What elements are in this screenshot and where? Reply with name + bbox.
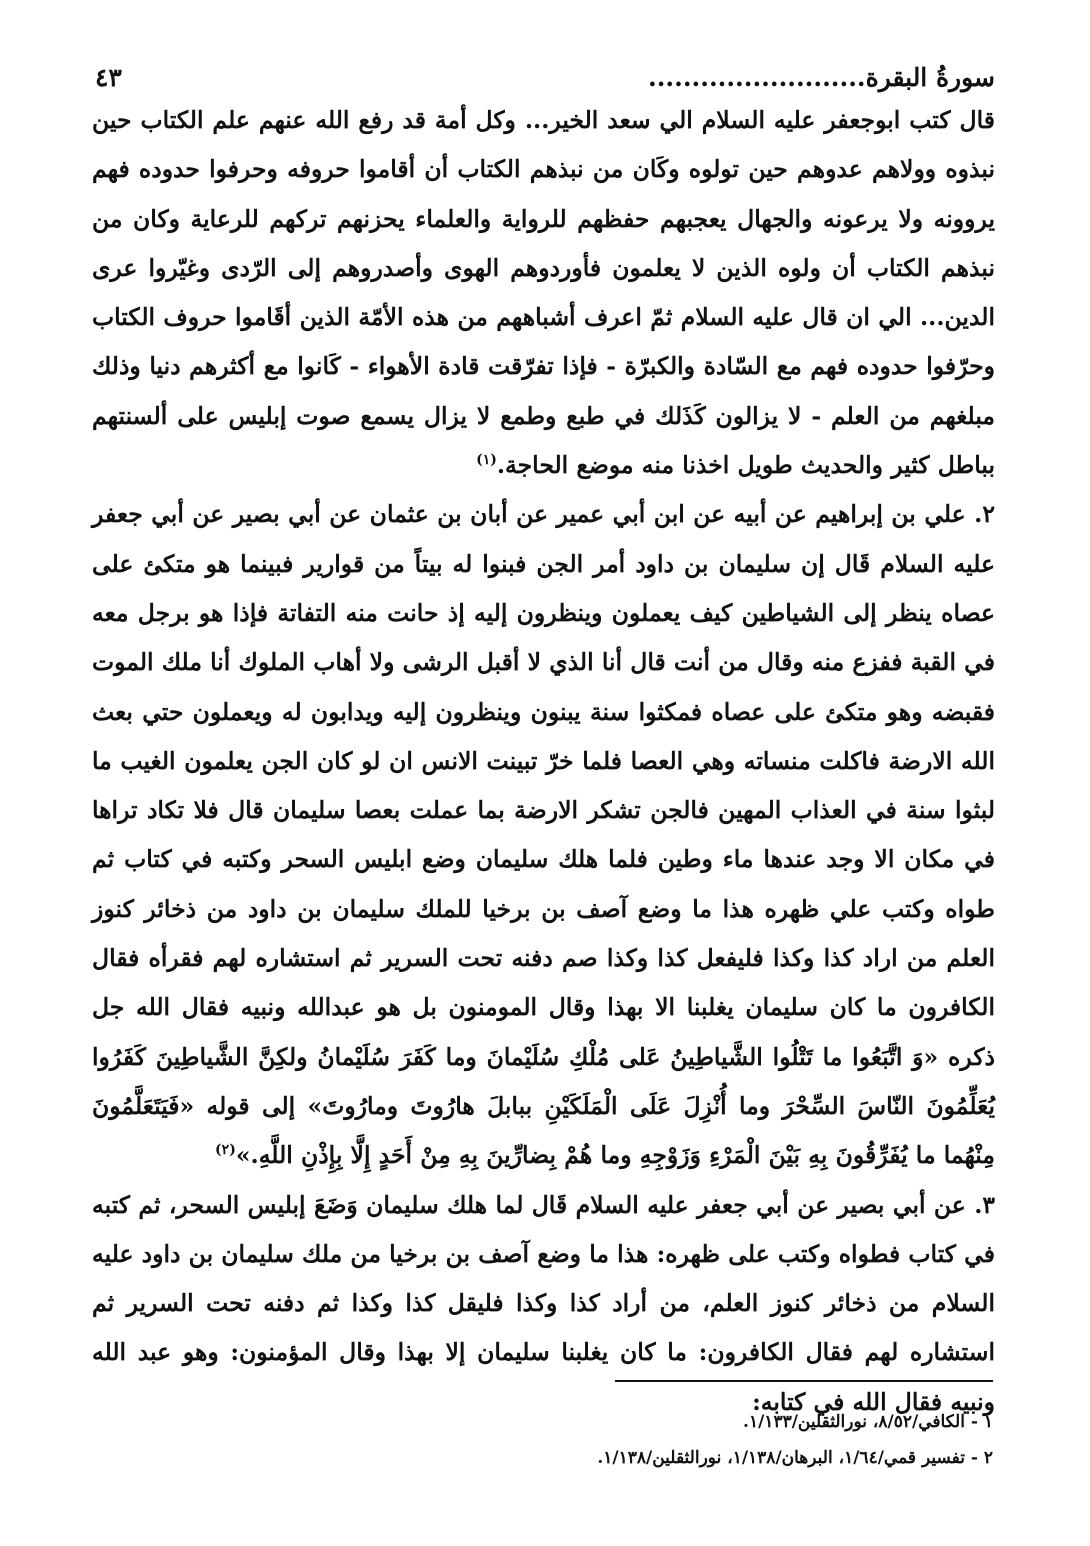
footnote-ref-1: (١) [476,452,497,469]
surah-title: سورةُ البقرة......................... [648,63,995,92]
page-header [95,56,995,92]
paragraph-2-text: ٢. علي بن إبراهيم عن أبيه عن ابن أبي عمير عن أبان بن عثمان عن أبي بصير عن أبي جعفر عليه السلام قَال إن سليمان بن داود أمر الجن فبنوا له بيتاً من قوارير فبينما هو متكئ على عصاه ينظر إلى الشياطين كيف يعملون وينظرون إليه إذ حانت منه التفاتة فإذا هو برجل معه في القبة ففزع منه وقال من أنت قال أنا الذي لا أقبل الرشى ولا أهاب الملوك أنا ملك الموت فقبضه وهو متكئ على عصاه فمكثوا سنة يبنون وينظرون إليه ويدابون له ويعملون حتي بعث الله الارضة فاكلت منساته وهي العصا فلما خرّ تبينت الانس ان لو كان الجن يعلمون الغيب ما لبثوا سنة في العذاب المهين فالجن تشكر الارضة بما عملت بعصا سليمان قال فلا تكاد تراها في مكان الا وجد عندها ماء وطين فلما هلك سليمان وضع ابليس السحر وكتبه في كتاب ثم طواه وكتب علي ظهره هذا ما وضع آصف بن برخيا للملك سليمان بن داود من ذخائر كنوز العلم من اراد كذا وكذا فليفعل كذا وكذا صم دفنه تحت السرير ثم استشاره لهم فقرأه فقال الكافرون ما كان سليمان يغلبنا الا بهذا وقال المومنون بل هو عبدالله ونبيه فقال الله جل ذكره «وَ اتَّبَعُوا ما تَتْلُوا الشَّياطِينُ عَلى مُلْكِ سُلَيْمانَ وما كَفَرَ سُلَيْمانُ ولكِنَّ الشَّياطِينَ كَفَرُوا يُعَلِّمُونَ النّاسَ السِّحْرَ وما أُنْزِلَ عَلَى الْمَلَكَيْنِ ببابلَ هارُوتَ ومارُوتَ» إلى قوله «فَيَتَعَلَّمُونَ مِنْهُما ما يُفَرِّقُونَ بِهِ بَيْنَ الْمَرْءِ وَزَوْجِهِ وما هُمْ بِضارِّينَ بِهِ مِنْ أَحَدٍ إِلَّا بِإِذْنِ اللَّهِ.» [92,500,995,1170]
page-number: ٤٣ [95,63,122,92]
body-text [92,96,995,1427]
footnote-1: ١ - الكافي/٨/٥٢، نورالثقلين/١/١٣٣. [743,1412,993,1432]
paragraph-1-text: قال كتب ابوجعفر عليه السلام الي سعد الخير... وكل أمة قد رفع الله عنهم علم الكتاب حين نبذوه وولاهم عدوهم حين تولوه وكَان من نبذهم الكتاب أن أقاموا حروفه وحرفوا حدوده فهم يروونه ولا يرعونه والجهال يعجبهم حفظهم للرواية والعلماء يحزنهم تركهم للرعاية وكان من نبذهم الكتاب أن ولوه الذين لا يعلمون فأوردوهم الهوى وأصدروهم إلى الرّدى وغيّروا عرى الدين... الي ان قال عليه السلام ثمّ اعرف أشباههم من هذه الأمّة الذين أقَاموا حروف الكتاب وحرّفوا حدوده فهم مع السّادة والكبرّة - فإذا تفرّقت قادة الأهواء - كَانوا مع أكثرهم دنيا وذلك مبلغهم من العلم - لا يزالون كَذَلك في طبع وطمع لا يزال يسمع صوت إبليس على ألسنتهم بباطل كثير والحديث طويل اخذنا منه موضع الحاجة. [92,106,995,480]
footnote-divider [615,1380,993,1382]
paragraph-2 [92,490,995,1180]
footnote-2: ٢ - تفسير قمي/١/٦٤، البرهان/١/١٣٨، نورالثقلين/١/١٣٨. [597,1448,993,1468]
paragraph-1 [92,96,995,490]
footnote-ref-2: (٢) [215,1142,236,1159]
footnotes [400,1404,993,1476]
paragraph-3-text: ٣. عن أبي بصير عن أبي جعفر عليه السلام قَال لما هلك سليمان وَضَعَ إبليس السحر، ثم كتبه في كتاب فطواه وكتب على ظهره: هذا ما وضع آصف بن برخيا من ملك سليمان بن داود عليه السلام من ذخائر كنوز العلم، من أراد كذا وكذا فليقل كذا وكذا ثم دفنه تحت السرير ثم استشاره لهم فقال الكافرون: ما كان يغلبنا سليمان إلا بهذا وقال المؤمنون: وهو عبد الله ونبيه فقال الله في كتابه: [92,1190,995,1416]
paragraph-3 [92,1181,995,1427]
